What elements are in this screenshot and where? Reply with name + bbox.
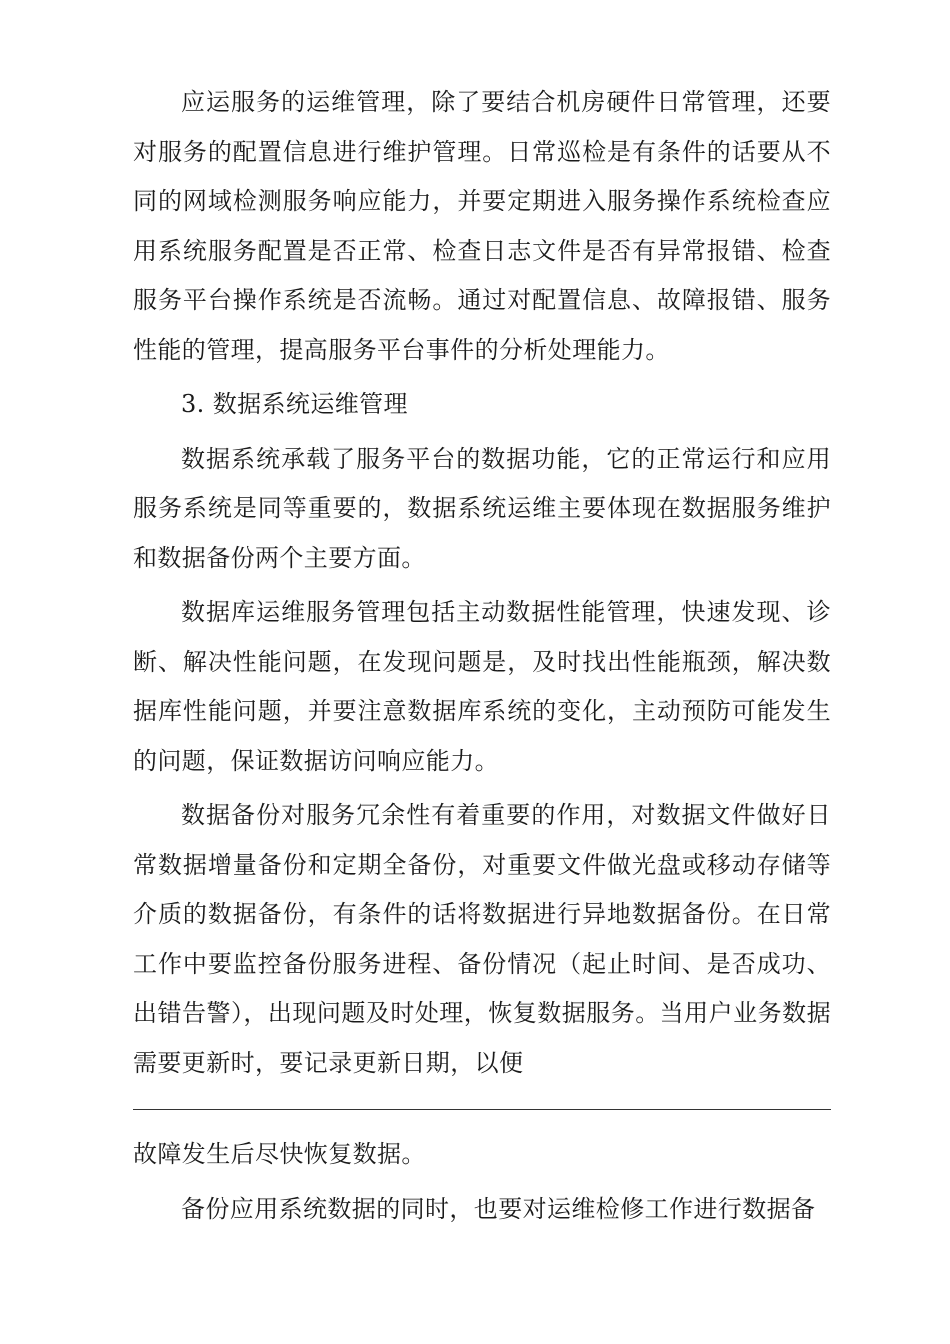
document-body bbox=[133, 78, 831, 1088]
paragraph-data-system: 数据系统承载了服务平台的数据功能，它的正常运行和应用服务系统是同等重要的，数据系统运维主要体现在数据服务维护和数据备份两个主要方面。 bbox=[133, 444, 831, 572]
paragraph-service-ops: 应运服务的运维管理，除了要结合机房硬件日常管理，还要对服务的配置信息进行维护管理。日常巡检是有条件的话要从不同的网域检测服务响应能力，并要定期进入服务操作系统检查应用系统服务配置是否正常、检查日志文件是否有异常报错、检查服务平台操作系统是否流畅。通过对配置信息、故障报错、服务性能的管理，提高服务平台事件的分析处理能力。 bbox=[133, 88, 831, 364]
document-body-continued bbox=[133, 1130, 831, 1234]
page-break-divider bbox=[133, 1109, 831, 1110]
paragraph-data-backup: 数据备份对服务冗余性有着重要的作用，对数据文件做好日常数据增量备份和定期全备份，对重要文件做光盘或移动存储等介质的数据备份，有条件的话将数据进行异地数据备份。在日常工作中要监控备份服务进程、备份情况（起止时间、是否成功、出错告警），出现问题及时处理，恢复数据服务。当用户业务数据需要更新时，要记录更新日期，以便 bbox=[133, 801, 831, 1077]
paragraph-continuation: 故障发生后尽快恢复数据。 bbox=[133, 1140, 426, 1168]
paragraph-database-ops: 数据库运维服务管理包括主动数据性能管理，快速发现、诊断、解决性能问题，在发现问题是，及时找出性能瓶颈，解决数据库性能问题，并要注意数据库系统的变化，主动预防可能发生的问题，保证数据访问响应能力。 bbox=[133, 598, 831, 775]
paragraph-ops-backup: 备份应用系统数据的同时，也要对运维检修工作进行数据备 bbox=[181, 1194, 816, 1223]
section-heading: 3. 数据系统运维管理 bbox=[181, 390, 408, 418]
